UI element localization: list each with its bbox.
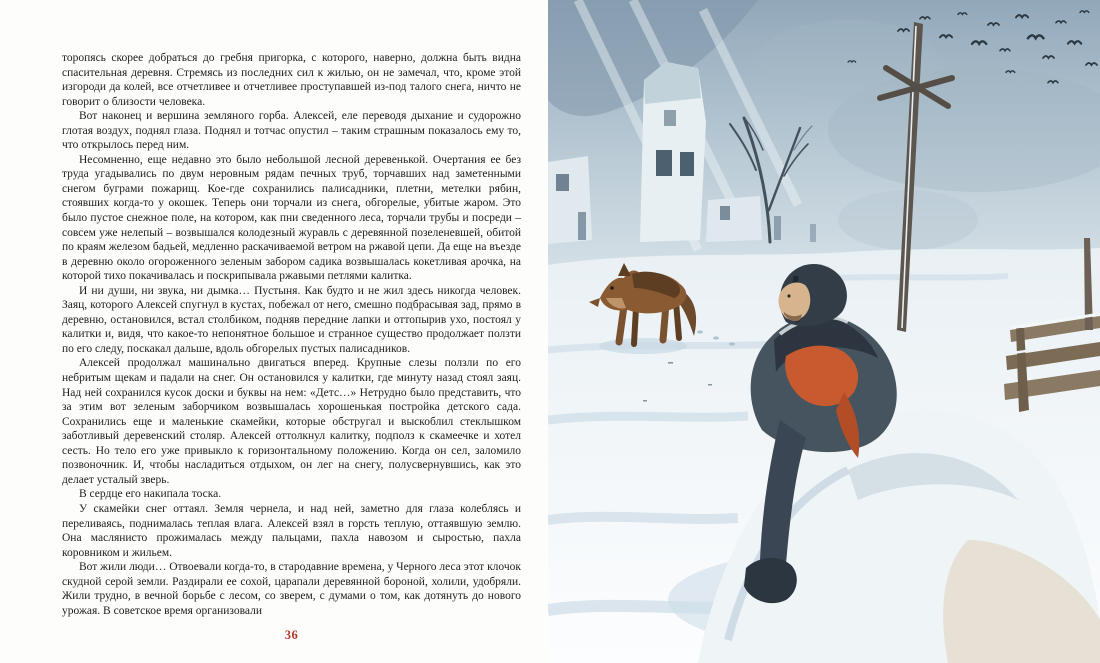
paragraph: В сердце его накипала тоска. [79,488,222,501]
paragraph: Вот жили люди… Отвоевали когда-то, в стародавние времена, у Черного леса этот клочок скудной серой земли. Раздирали ее сохой, царапали деревянной бороной, холили, удобряли. Жили трудно, в вечной борьбе с лесом, со зверем, с думами о том, как дотянуть до нового урожая. В советское время организовали [62,561,521,617]
paragraph: торопясь скорее добраться до гребня пригорка, с которого, наверно, должна быть видна спасительная деревня. Стремясь из последних сил к жилью, он не замечал, что, кроме этой изгороди да колей, все отчетливее и отчетливее проступавшей из-под талого снега, ничто не говорит о близости человека. [62,52,521,108]
paragraph: У скамейки снег оттаял. Земля чернела, и над ней, заметно для глаза колеблясь и переливаясь, поднималась теплая влага. Алексей взял в горсть теплую, оттаявшую землю. Она маслянисто прожималась между пальцами, пахла навозом и сыростью, пахла коровником и жильем. [62,502,521,559]
paragraph: И ни души, ни звука, ни дымка… Пустыня. Как будто и не жил здесь никогда человек. Заяц, которого Алексей спугнул в кустах, побежал от него, смешно подбрасывая зад, прямо в деревню, остановился, встал столбиком, подняв передние лапки и оттопырив ухо, постоял у калитки и, видя, что какое-то непонятное большое и странное существо продолжает ползти по его следу, поскакал дальше, вдоль обгорелых пустых палисадников. [62,284,521,355]
illustration-page [548,0,1100,663]
paragraph: Алексей продолжал машинально двигаться вперед. Крупные слезы ползли по его небритым щекам и падали на снег. Он остановился у калитки, где минуту назад стоял заяц. Над ней сохранился кусок доски и буквы на нем: «Детс…» Нетрудно было представить, что за этим вот зеленым заборчиком возвышалась хорошенькая постройка детского сада. Сохранились еще и маленькие скамейки, которые обстругал и выскоблил стеклышком заботливый деревенский столяр. Алексей оттолкнул калитку, подполз к скамеечке и хотел сесть. Но тело его уже привыкло к горизонтальному положению. Когда он сел, заломило позвоночник. И, чтобы насладиться отдыхом, он лег на снегу, полусвернувшись, как это делает усталый зверь. [62,357,521,486]
winter-illustration [548,0,1100,663]
page-number: 36 [284,628,299,642]
paragraph: Вот наконец и вершина земляного горба. Алексей, еле переводя дыхание и судорожно глотая воздух, поднял глаза. Поднял и тотчас опустил – таким страшным показалось ему то, что открылось перед ним. [62,110,521,152]
left-page-text [62,51,521,618]
paragraph: Несомненно, еще недавно это было небольшой лесной деревенькой. Очертания ее без труда угадывались по двум неровным рядам печных труб, торчавших над заметенными снегом буграми пожарищ. Кое-где сохранились палисадники, плетни, метелки рябин, стоявших когда-то у окошек. Теперь они торчали из снега, обгорелые, убитые жаром. Это было пустое снежное поле, на котором, как пни сведенного леса, торчали трубы и посреди – совсем уже нелепый – возвышался колодезный журавль с деревянной позеленевшей, обитой по краям железом бадьей, медленно раскачиваемой ветром на ржавой цепи. Да еще на въезде в деревню около огороженного зеленым забором садика возвышалась кокетливая арочка, на которой тихо покачивалась и поскрипывала ржавыми петлями калитка. [62,153,521,283]
